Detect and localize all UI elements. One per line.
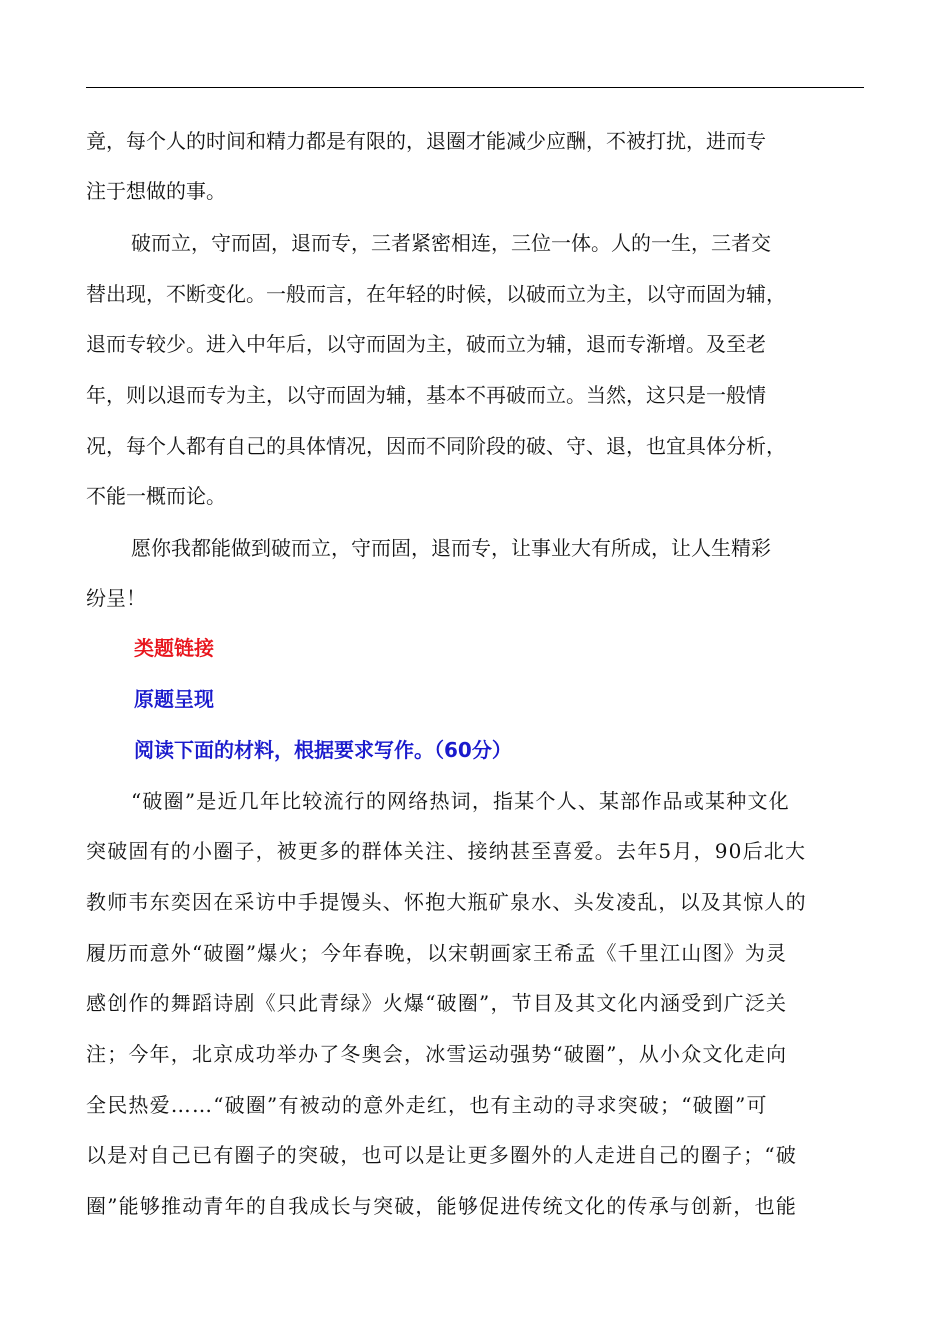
original-question-heading: 原题呈现 bbox=[134, 687, 214, 711]
passage-line: 替出现，不断变化。一般而言，在年轻的时候，以破而立为主，以守而固为辅， bbox=[86, 282, 786, 306]
passage-line: 退而专较少。进入中年后，以守而固为主，破而立为辅，退而专渐增。及至老 bbox=[86, 332, 766, 356]
material-line: 突破固有的小圈子，被更多的群体关注、接纳甚至喜爱。去年5月，90后北大 bbox=[86, 839, 807, 863]
passage-line: 竟，每个人的时间和精力都是有限的，退圈才能减少应酬，不被打扰，进而专 bbox=[86, 129, 766, 153]
passage-line: 况，每个人都有自己的具体情况，因而不同阶段的破、守、退，也宜具体分析， bbox=[86, 434, 786, 458]
passage-line: 年，则以退而专为主，以守而固为辅，基本不再破而立。当然，这只是一般情 bbox=[86, 383, 766, 407]
passage-line: 愿你我都能做到破而立，守而固，退而专，让事业大有所成，让人生精彩 bbox=[131, 536, 771, 560]
material-line: 感创作的舞蹈诗剧《只此青绿》火爆“破圈”，节目及其文化内涵受到广泛关 bbox=[86, 991, 788, 1015]
material-line: 以是对自己已有圈子的突破，也可以是让更多圈外的人走进自己的圈子；“破 bbox=[86, 1143, 798, 1167]
material-line: 圈”能够推动青年的自我成长与突破，能够促进传统文化的传承与创新，也能 bbox=[86, 1194, 798, 1218]
header-rule bbox=[86, 87, 864, 88]
passage-line: 纷呈！ bbox=[86, 586, 146, 610]
material-line: 全民热爱……“破圈”有被动的意外走红，也有主动的寻求突破；“破圈”可 bbox=[86, 1093, 768, 1117]
related-topics-heading: 类题链接 bbox=[134, 636, 214, 660]
material-line: “破圈”是近几年比较流行的网络热词，指某个人、某部作品或某种文化 bbox=[131, 789, 790, 813]
material-line: 注；今年，北京成功举办了冬奥会，冰雪运动强势“破圈”，从小众文化走向 bbox=[86, 1042, 788, 1066]
passage-line: 不能一概而论。 bbox=[86, 484, 226, 508]
material-line: 教师韦东奕因在采访中手提馒头、怀抱大瓶矿泉水、头发凌乱，以及其惊人的 bbox=[86, 890, 807, 914]
writing-instruction: 阅读下面的材料，根据要求写作。（60分） bbox=[134, 738, 512, 762]
passage-line: 破而立，守而固，退而专，三者紧密相连，三位一体。人的一生，三者交 bbox=[131, 231, 771, 255]
passage-line: 注于想做的事。 bbox=[86, 179, 226, 203]
material-line: 履历而意外“破圈”爆火；今年春晚，以宋朝画家王希孟《千里江山图》为灵 bbox=[86, 941, 788, 965]
